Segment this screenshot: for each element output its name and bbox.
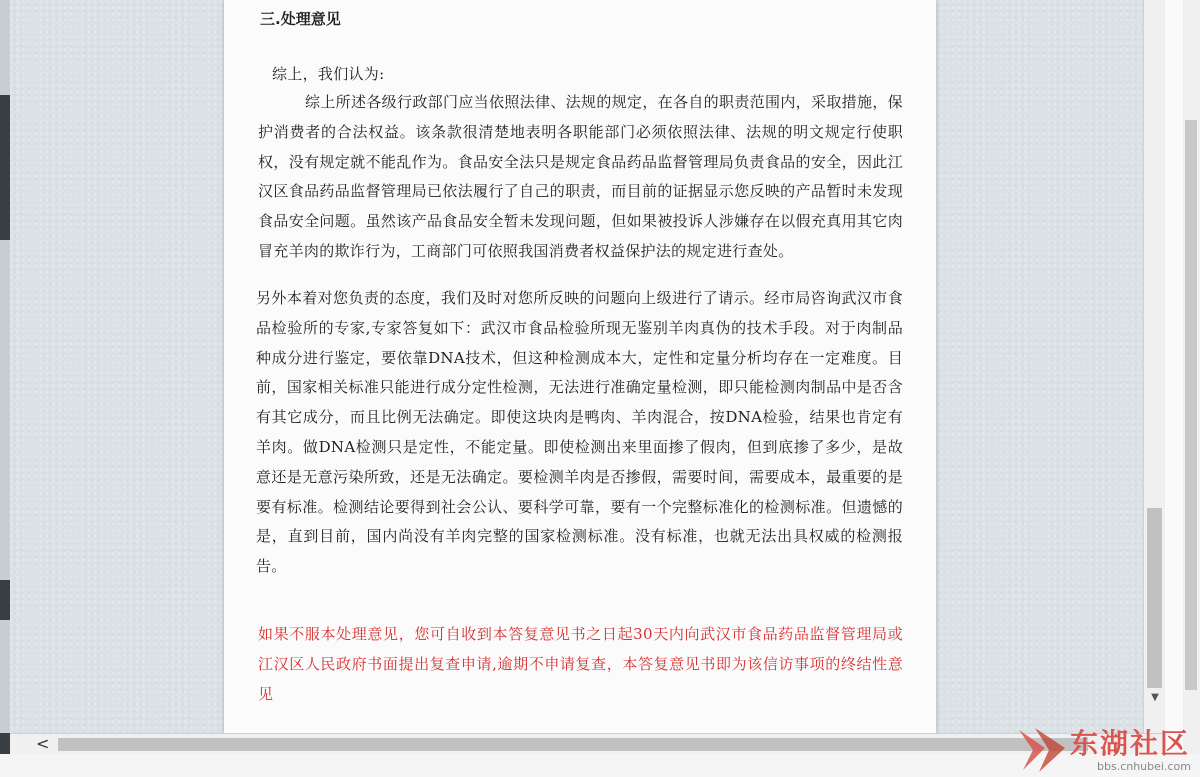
left-strip-light-mid (0, 240, 10, 580)
left-edge-strip (0, 0, 10, 777)
section-heading: 三.处理意见 (260, 10, 341, 28)
outer-scroll-thumb[interactable] (1185, 120, 1197, 690)
watermark-site: bbs.cnhubei.com (1097, 760, 1191, 773)
horizontal-scroll-thumb[interactable] (58, 738, 1088, 751)
horizontal-scrollbar[interactable] (10, 733, 1165, 754)
scroll-left-arrow-icon[interactable]: < (36, 734, 50, 753)
watermark-brand: 东湖社区 (1070, 727, 1191, 760)
paragraph-1: 综上所述各级行政部门应当依照法律、法规的规定，在各自的职责范围内，采取措施，保护消费者的合法权益。该条款很清楚地表明各职能部门必须依照法律、法规的明文规定行使职权，没有规定就不能乱作为。食品安全法只是规定食品药品监督管理局负责食品的安全，因此江汉区食品药品监督管理局已依法履行了自己的职责，而目前的证据显示您反映的产品暂时未发现食品安全问题。虽然该产品食品安全暂未发现问题，但如果被投诉人涉嫌存在以假充真用其它肉冒充羊肉的欺诈行为，工商部门可依照我国消费者权益保护法的规定进行查处。 (258, 93, 903, 260)
paragraph-2: 另外本着对您负责的态度，我们及时对您所反映的问题向上级进行了请示。经市局咨询武汉市食品检验所的专家,专家答复如下：武汉市食品检验所现无鉴别羊肉真伪的技术手段。对于肉制品种成分进行鉴定，要依靠DNA技术，但这种检测成本大，定性和定量分析均存在一定难度。目前，国家相关标准只能进行成分定性检测，无法进行准确定量检测，即只能检测肉制品中是否含有其它成分，而且比例无法确定。即使这块肉是鸭肉、羊肉混合，按DNA检验，结果也肯定有羊肉。做DNA检测只是定性，不能定量。即使检测出来里面掺了假肉，但到底掺了多少，是故意还是无意污染所致，还是无法确定。要检测羊肉是否掺假，需要时间，需要成本，最重要的是要有标准。检测结论要得到社会公认、要科学可靠，要有一个完整标准化的检测标准。但遗憾的是，直到目前，国内尚没有羊肉完整的国家检测标准。没有标准，也就无法出具权威的检测报告。 (256, 289, 903, 576)
document-page (224, 0, 936, 733)
review-notice: 如果不服本处理意见，您可自收到本答复意见书之日起30天内向武汉市食品药品监督管理局或江汉区人民政府书面提出复查申请,逾期不申请复查，本答复意见书即为该信访事项的终结性意见 (258, 625, 903, 703)
left-strip-light-top (0, 0, 10, 95)
intro-line: 综上，我们认为: (272, 65, 385, 83)
vertical-scrollbar[interactable] (1143, 0, 1166, 733)
watermark-logo-icon (1015, 724, 1070, 774)
vertical-scroll-thumb[interactable] (1147, 508, 1162, 688)
left-strip-light-bottom (0, 620, 10, 733)
watermark (1015, 722, 1200, 777)
scroll-down-arrow-icon[interactable]: ▼ (1151, 692, 1159, 703)
